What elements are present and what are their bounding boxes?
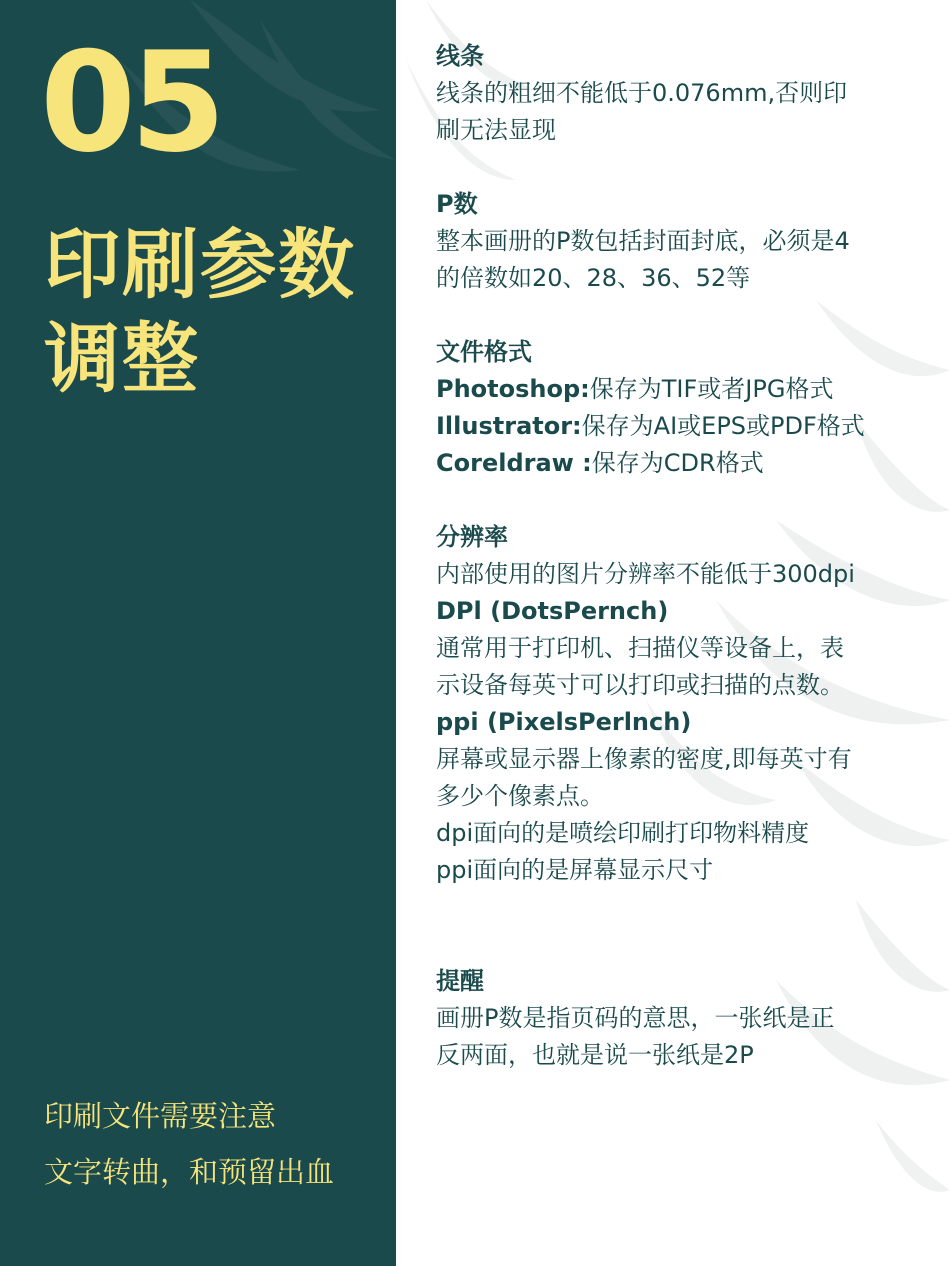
- body-line: ppi面向的是屏幕显示尺寸: [436, 856, 714, 884]
- body-line: 画册P数是指页码的意思，一张纸是正: [436, 1004, 835, 1032]
- body-line: 反两面，也就是说一张纸是2P: [436, 1041, 754, 1069]
- body-line: 刷无法显现: [436, 116, 556, 144]
- format-app-label: Coreldraw :: [436, 449, 592, 477]
- body-line: 线条的粗细不能低于0.076mm,否则印: [436, 79, 848, 107]
- left-panel: [0, 0, 396, 1266]
- format-app-label: Illustrator:: [436, 412, 582, 440]
- section-heading: P数: [436, 190, 478, 218]
- format-item: [436, 445, 906, 482]
- section-lines: [436, 38, 906, 149]
- format-item: [436, 371, 906, 408]
- section-heading: 提醒: [436, 967, 484, 995]
- ppi-label: ppi (PixelsPerlnch): [436, 708, 692, 736]
- body-line: dpi面向的是喷绘印刷打印物料精度: [436, 819, 810, 847]
- body-line: 的倍数如20、28、36、52等: [436, 264, 751, 292]
- body-line: 内部使用的图片分辨率不能低于300dpi: [436, 560, 855, 588]
- title-line: 调整: [44, 314, 200, 403]
- section-format: [436, 334, 906, 482]
- title-line: 印刷参数: [44, 220, 356, 309]
- section-heading: 线条: [436, 42, 484, 70]
- page-title: [44, 218, 356, 406]
- section-reminder: [436, 963, 906, 1074]
- body-line: 示设备每英寸可以打印或扫描的点数。: [436, 671, 844, 699]
- dpi-label: DPl (DotsPernch): [436, 597, 669, 625]
- section-pages: [436, 186, 906, 297]
- body-line: 多少个像素点。: [436, 782, 604, 810]
- section-number: 05: [40, 22, 221, 183]
- section-heading: 文件格式: [436, 338, 532, 366]
- content-column: [436, 38, 906, 1074]
- format-app-label: Photoshop:: [436, 375, 590, 403]
- format-item: [436, 408, 906, 445]
- body-line: 屏幕或显示器上像素的密度,即每英寸有: [436, 745, 852, 773]
- footer-note: [44, 1088, 334, 1200]
- body-line: 通常用于打印机、扫描仪等设备上，表: [436, 634, 844, 662]
- section-resolution: [436, 519, 906, 889]
- footer-note-line: 印刷文件需要注意: [44, 1099, 277, 1133]
- format-app-text: 保存为CDR格式: [591, 449, 764, 477]
- format-app-text: 保存为AI或EPS或PDF格式: [581, 412, 865, 440]
- footer-note-line: 文字转曲，和预留出血: [44, 1155, 335, 1189]
- body-line: 整本画册的P数包括封面封底，必须是4: [436, 227, 850, 255]
- section-heading: 分辨率: [436, 523, 508, 551]
- format-app-text: 保存为TIF或者JPG格式: [589, 375, 834, 403]
